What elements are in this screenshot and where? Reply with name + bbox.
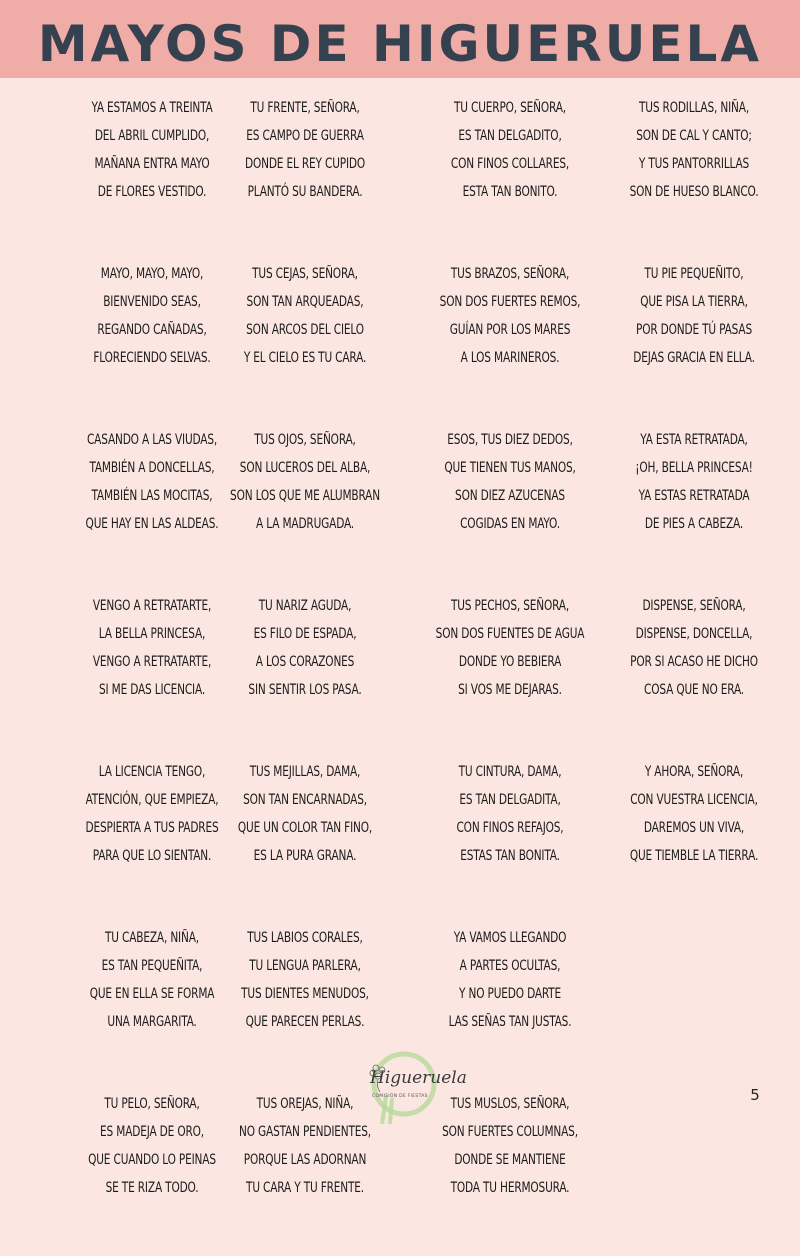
verse-line: TAMBIÉN A DONCELLAS,: [89, 460, 215, 476]
verse-line: YA VAMOS LLEGANDO: [453, 930, 567, 946]
verse-line: SE TE RIZA TODO.: [105, 1180, 199, 1196]
verse-line: TU FRENTE, SEÑORA,: [250, 100, 360, 116]
verse-line: YA ESTAS RETRATADA: [638, 488, 750, 504]
verse-line: SI VOS ME DEJARAS.: [458, 682, 562, 698]
verse-line: TODA TU HERMOSURA.: [450, 1180, 570, 1196]
verse-line: SON TAN ARQUEADAS,: [246, 294, 364, 310]
verse-line: YA ESTAMOS A TREINTA: [91, 100, 213, 116]
verse-line: TUS MEJILLAS, DAMA,: [249, 764, 361, 780]
verse-line: TUS OREJAS, NIÑA,: [256, 1096, 354, 1112]
verse-line: CON FINOS COLLARES,: [450, 156, 570, 172]
stanza: [205, 592, 405, 704]
stanza: [410, 758, 610, 870]
verse-line: ESOS, TUS DIEZ DEDOS,: [447, 432, 573, 448]
verse-line: DONDE SE MANTIENE: [454, 1152, 566, 1168]
stanza: [594, 592, 794, 704]
verse-line: FLORECIENDO SELVAS.: [93, 350, 211, 366]
verse-line: SON DOS FUENTES DE AGUA: [435, 626, 585, 642]
stanza: [594, 426, 794, 538]
verse-line: TUS DIENTES MENUDOS,: [241, 986, 369, 1002]
verse-line: Y EL CIELO ES TU CARA.: [243, 350, 367, 366]
stanza: [205, 94, 405, 206]
logo-subtext: COMISIÓN DE FIESTAS: [372, 1094, 428, 1099]
verse-line: QUE PARECEN PERLAS.: [245, 1014, 365, 1030]
verse-line: POR DONDE TÚ PASAS: [635, 322, 752, 338]
poem-column: [594, 94, 794, 924]
verse-line: VENGO A RETRATARTE,: [92, 598, 212, 614]
verse-line: SON DE CAL Y CANTO;: [636, 128, 752, 144]
verse-line: CON VUESTRA LICENCIA,: [630, 792, 758, 808]
verse-line: TUS CEJAS, SEÑORA,: [252, 266, 358, 282]
verse-line: ¡OH, BELLA PRINCESA!: [635, 460, 753, 476]
verse-line: LA LICENCIA TENGO,: [98, 764, 206, 780]
verse-line: TUS RODILLAS, NIÑA,: [638, 100, 750, 116]
page-title: MAYOS DE HIGUERUELA: [37, 15, 763, 73]
verse-line: QUE CUANDO LO PEINAS: [88, 1152, 216, 1168]
verse-line: GUÍAN POR LOS MARES: [449, 322, 571, 338]
verse-line: SON LUCEROS DEL ALBA,: [239, 460, 371, 476]
stanza: [410, 94, 610, 206]
verse-line: DEJAS GRACIA EN ELLA.: [633, 350, 755, 366]
verse-line: TU PELO, SEÑORA,: [104, 1096, 200, 1112]
verse-line: CASANDO A LAS VIUDAS,: [86, 432, 218, 448]
stanza: [594, 260, 794, 372]
verse-line: QUE TIEMBLE LA TIERRA.: [629, 848, 759, 864]
verse-line: QUE EN ELLA SE FORMA: [89, 986, 215, 1002]
verse-line: A LOS MARINEROS.: [460, 350, 560, 366]
verse-line: DE PIES A CABEZA.: [644, 516, 744, 532]
verse-line: TU CINTURA, DAMA,: [458, 764, 562, 780]
verse-line: TU CARA Y TU FRENTE.: [246, 1180, 364, 1196]
verse-line: LA BELLA PRINCESA,: [98, 626, 206, 642]
verse-line: TAMBIÉN LAS MOCITAS,: [91, 488, 213, 504]
verse-line: TUS OJOS, SEÑORA,: [254, 432, 356, 448]
verse-line: QUE HAY EN LAS ALDEAS.: [85, 516, 219, 532]
verse-line: REGANDO CAÑADAS,: [97, 322, 207, 338]
comision-fiestas-logo: [352, 1046, 467, 1124]
verse-line: ATENCIÓN, QUE EMPIEZA,: [85, 792, 219, 808]
verse-line: DISPENSE, DONCELLA,: [635, 626, 753, 642]
verse-line: SON DE HUESO BLANCO.: [629, 184, 759, 200]
stanza: [205, 758, 405, 870]
verse-line: ES TAN DELGADITA,: [459, 792, 561, 808]
verse-line: SI ME DAS LICENCIA.: [98, 682, 206, 698]
stanza: [205, 260, 405, 372]
verse-line: DEL ABRIL CUMPLIDO,: [94, 128, 210, 144]
verse-line: UNA MARGARITA.: [107, 1014, 197, 1030]
verse-line: DESPIERTA A TUS PADRES: [85, 820, 219, 836]
stanza: [410, 592, 610, 704]
stanza: [205, 426, 405, 538]
verse-line: TUS LABIOS CORALES,: [247, 930, 363, 946]
verse-line: ES TAN PEQUEÑITA,: [101, 958, 203, 974]
verse-line: SON DOS FUERTES REMOS,: [439, 294, 581, 310]
verse-line: ESTAS TAN BONITA.: [460, 848, 560, 864]
verse-line: A LA MADRUGADA.: [256, 516, 354, 532]
verse-line: PARA QUE LO SIENTAN.: [92, 848, 212, 864]
verse-line: A PARTES OCULTAS,: [459, 958, 561, 974]
verse-line: QUE PISA LA TIERRA,: [640, 294, 748, 310]
verse-line: ES LA PURA GRANA.: [253, 848, 357, 864]
verse-line: TU CABEZA, NIÑA,: [105, 930, 199, 946]
verse-line: DE FLORES VESTIDO.: [97, 184, 207, 200]
verse-line: POR SI ACASO HE DICHO: [630, 654, 758, 670]
verse-line: ES TAN DELGADITO,: [458, 128, 562, 144]
verse-line: MAYO, MAYO, MAYO,: [100, 266, 204, 282]
verse-line: ES FILO DE ESPADA,: [253, 626, 357, 642]
stanza: [410, 260, 610, 372]
verse-line: VENGO A RETRATARTE,: [92, 654, 212, 670]
verse-line: TUS MUSLOS, SEÑORA,: [450, 1096, 570, 1112]
verse-line: SON DIEZ AZUCENAS: [455, 488, 565, 504]
verse-line: LAS SEÑAS TAN JUSTAS.: [448, 1014, 572, 1030]
verse-line: DONDE EL REY CUPIDO: [245, 156, 365, 172]
verse-line: ES MADEJA DE ORO,: [100, 1124, 204, 1140]
verse-line: Y NO PUEDO DARTE: [459, 986, 561, 1002]
verse-line: CON FINOS REFAJOS,: [456, 820, 564, 836]
page-number: 5: [750, 1086, 760, 1104]
verse-line: TU PIE PEQUEÑITO,: [644, 266, 744, 282]
verse-line: QUE TIENEN TUS MANOS,: [444, 460, 576, 476]
stanza: [410, 426, 610, 538]
verse-line: TUS BRAZOS, SEÑORA,: [450, 266, 570, 282]
stanza: [594, 758, 794, 870]
stanza: [594, 94, 794, 206]
verse-line: DISPENSE, SEÑORA,: [642, 598, 746, 614]
logo-text: Higueruela: [370, 1068, 467, 1088]
verse-line: ESTA TAN BONITO.: [462, 184, 558, 200]
verse-line: ES CAMPO DE GUERRA: [246, 128, 364, 144]
stanza: [410, 924, 610, 1036]
stanza: [205, 924, 405, 1036]
verse-line: PORQUE LAS ADORNAN: [243, 1152, 367, 1168]
verse-line: SON FUERTES COLUMNAS,: [442, 1124, 578, 1140]
verse-line: YA ESTA RETRATADA,: [640, 432, 748, 448]
verse-line: Y AHORA, SEÑORA,: [644, 764, 744, 780]
verse-line: TU CUERPO, SEÑORA,: [454, 100, 566, 116]
verse-line: BIENVENIDO SEAS,: [103, 294, 201, 310]
verse-line: COSA QUE NO ERA.: [644, 682, 744, 698]
verse-line: SIN SENTIR LOS PASA.: [248, 682, 362, 698]
verse-line: MAÑANA ENTRA MAYO: [94, 156, 210, 172]
verse-line: QUE UN COLOR TAN FINO,: [237, 820, 373, 836]
verse-line: TU LENGUA PARLERA,: [249, 958, 361, 974]
verse-line: Y TUS PANTORRILLAS: [638, 156, 750, 172]
verse-line: SON LOS QUE ME ALUMBRAN: [230, 488, 380, 504]
verse-line: SON TAN ENCARNADAS,: [243, 792, 367, 808]
verse-line: TU NARIZ AGUDA,: [258, 598, 352, 614]
verse-line: COGIDAS EN MAYO.: [460, 516, 560, 532]
verse-line: DONDE YO BEBIERA: [458, 654, 562, 670]
verse-line: A LOS CORAZONES: [255, 654, 355, 670]
verse-line: DAREMOS UN VIVA,: [643, 820, 745, 836]
verse-line: SON ARCOS DEL CIELO: [246, 322, 364, 338]
verse-line: PLANTÓ SU BANDERA.: [247, 184, 363, 200]
verse-line: NO GASTAN PENDIENTES,: [238, 1124, 371, 1140]
verse-line: TUS PECHOS, SEÑORA,: [450, 598, 570, 614]
